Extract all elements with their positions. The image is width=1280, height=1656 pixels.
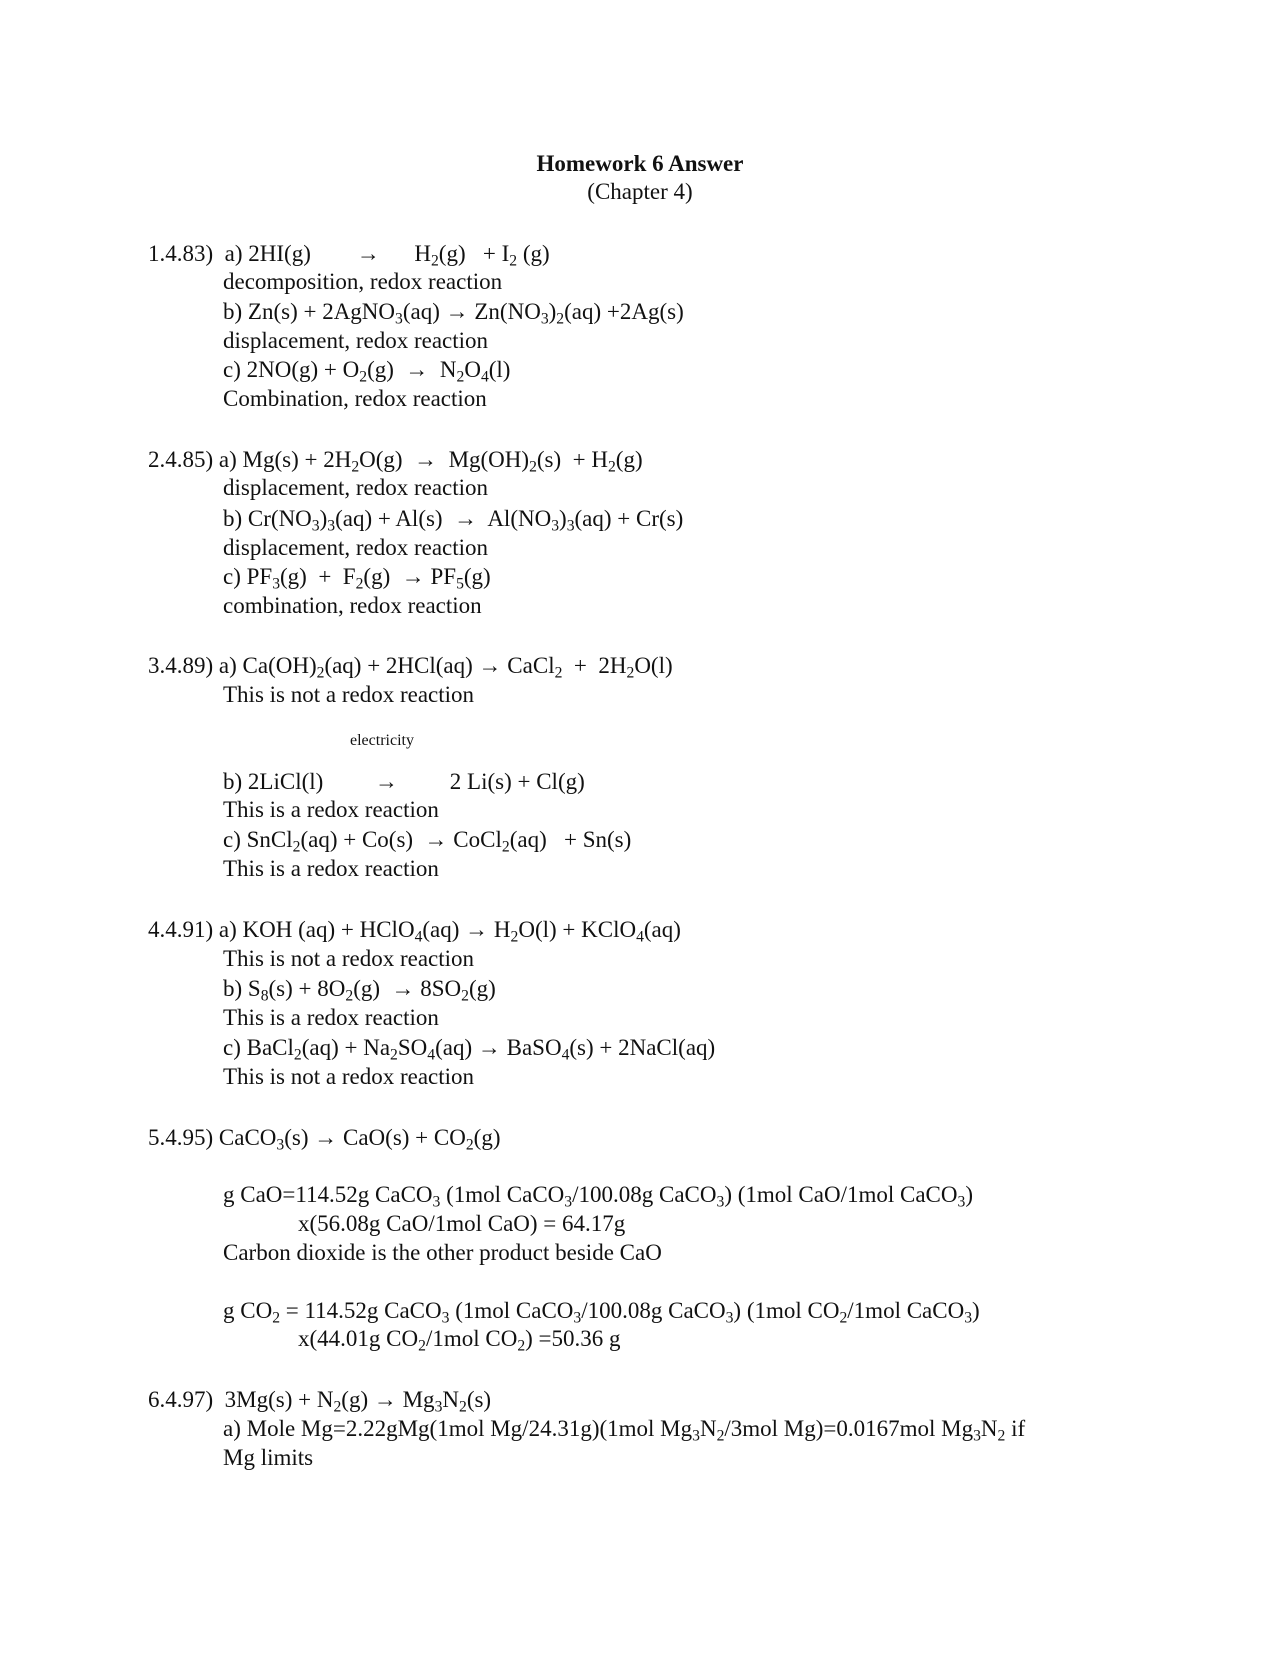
answer-2-line-a: 2.4.85) a) $Mg(s) + 2H_2O(g) \to Mg(OH)_2(s) + H_2(g)$ xyxy=(148,447,643,476)
answer-4-note-a: This is not a redox reaction xyxy=(223,946,475,971)
answer-3-line-a: 3.4.89) a) $Ca(OH)_2(aq) + 2HCl(aq)$ → CaCl$_2$ + $2H_2O(l)$ xyxy=(148,653,673,682)
answer-3-note-c: This is a redox reaction xyxy=(223,856,439,881)
answer-4-line-a: 4.4.91) a) KOH (aq) + HClO$_4$(aq) → $H_2O(l)$ + KClO$_4$(aq) xyxy=(148,917,681,946)
answer-1-line-a: 1.4.83) a) 2HI(g) → $H_2(g) + I_2$ (g) xyxy=(148,241,550,270)
answer-2-note-a: displacement, redox reaction xyxy=(223,475,489,500)
electricity-label: electricity xyxy=(350,732,414,749)
answer-3-line-b: b) 2LiCl(l) → 2 Li(s) + Cl(g) xyxy=(223,769,585,794)
answer-1-note-a: decomposition, redox reaction xyxy=(223,269,503,294)
answer-5-co2-calc: g $CO_2 = 114.52g$ CaCO$_3$ (1mol CaCO$_3$/100.08g CaCO$_3$) (1mol $CO_2/1mol$ CaCO$_3$) xyxy=(223,1298,980,1327)
answer-1-note-c: Combination, redox reaction xyxy=(223,386,487,411)
answer-4-line-c: c) BaCl$_2$(aq) + $Na_2SO_4(aq)$ → BaSO$_4$(s) + 2NaCl(aq) xyxy=(223,1035,716,1064)
answer-1-note-b: displacement, redox reaction xyxy=(223,328,489,353)
answer-1-line-c: c) $2NO(g) + O_2(g) \to N_2O_4(l)$ xyxy=(223,357,511,386)
answer-5-cao-result: x(56.08g CaO/1mol CaO) = 64.17g xyxy=(298,1211,626,1236)
answer-6-line-a: a) Mole Mg=2.22gMg(1mol Mg/24.31g)(1mol $Mg_3N_2/3mol$ Mg)=0.0167mol $Mg_3N_2$ if xyxy=(223,1416,1026,1445)
answer-2-line-c: c) $PF_3(g) + F_2(g) \to PF_5(g)$ xyxy=(223,564,491,593)
answer-4-line-b: b) $S_8(s) + 8O_2(g) \to 8SO_2(g)$ xyxy=(223,976,496,1005)
answer-1-line-b: b) Zn(s) + 2AgNO$_3$(aq) → $Zn(NO_3)_2(aq) +2Ag(s)$ xyxy=(223,299,684,328)
answer-3-note-b: This is a redox reaction xyxy=(223,797,439,822)
document-title: Homework 6 Answer xyxy=(536,151,744,176)
answer-6-line-a-cont: Mg limits xyxy=(223,1445,314,1470)
answer-2-line-b: b) $Cr(NO_3)_3(aq) + Al(s) \to Al(NO_3)_3(aq) + Cr(s)$ xyxy=(223,506,684,535)
answer-3-line-c: c) SnCl$_2$(aq) + Co(s) → CoCl$_2$(aq) + Sn(s) xyxy=(223,827,632,856)
answer-6-equation: 6.4.97) $3Mg(s) + N_2(g) \to Mg_3N_2(s)$ xyxy=(148,1387,492,1416)
answer-2-note-c: combination, redox reaction xyxy=(223,593,482,618)
answer-3-note-a: This is not a redox reaction xyxy=(223,682,475,707)
document-subtitle: (Chapter 4) xyxy=(587,179,693,204)
answer-4-note-b: This is a redox reaction xyxy=(223,1005,439,1030)
answer-2-note-b: displacement, redox reaction xyxy=(223,535,489,560)
answer-5-equation: 5.4.95) CaCO$_3$(s) → $CaO(s) + CO_2(g)$ xyxy=(148,1125,501,1154)
answer-5-cao-calc: g CaO=114.52g CaCO$_3$ (1mol CaCO$_3$/100.08g CaCO$_3$) (1mol CaO/1mol CaCO$_3$) xyxy=(223,1182,973,1211)
answer-4-note-c: This is not a redox reaction xyxy=(223,1064,475,1089)
answer-5-co2-result: x(44.01g $CO_2/1mol$ $CO_2) =50.36$ g xyxy=(298,1326,621,1355)
answer-5-note: Carbon dioxide is the other product beside CaO xyxy=(223,1240,662,1265)
